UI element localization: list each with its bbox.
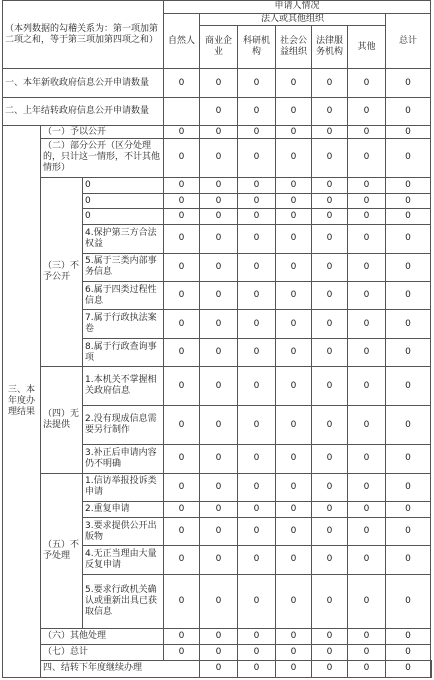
value-cell: 0	[276, 660, 312, 677]
value-cell: 0	[312, 502, 348, 518]
value-cell: 0	[164, 138, 200, 177]
row-label: 2.没有现成信息需要另行制作	[83, 406, 164, 445]
value-cell: 0	[276, 97, 312, 125]
value-cell: 0	[348, 126, 386, 139]
row-label: 1.本机关不掌握相关政府信息	[83, 367, 164, 406]
value-cell: 0	[238, 502, 276, 518]
value-cell: 0	[312, 406, 348, 445]
value-cell: 0	[238, 546, 276, 574]
value-cell: 0	[312, 645, 348, 661]
value-cell: 0	[200, 126, 238, 139]
value-cell: 0	[312, 517, 348, 545]
value-cell: 0	[200, 177, 238, 193]
value-cell: 0	[312, 69, 348, 97]
value-cell: 0	[386, 645, 431, 661]
value-cell: 0	[238, 193, 276, 209]
value-cell: 0	[238, 574, 276, 629]
value-cell: 0	[200, 445, 238, 473]
value-cell: 0	[348, 193, 386, 209]
value-cell: 0	[238, 645, 276, 661]
value-cell: 0	[386, 209, 431, 225]
header-note: （本列数据的勾稽关系为：第一项加第二项之和，等于第三项加第四项之和）	[3, 1, 164, 69]
value-cell: 0	[312, 310, 348, 338]
value-cell: 0	[276, 177, 312, 193]
value-cell: 0	[238, 138, 276, 177]
value-cell: 0	[238, 367, 276, 406]
value-cell: 0	[164, 445, 200, 473]
value-cell: 0	[276, 69, 312, 97]
value-cell: 0	[312, 660, 348, 677]
value-cell: 0	[164, 253, 200, 281]
value-cell: 0	[200, 338, 238, 366]
value-cell: 0	[312, 629, 348, 645]
value-cell: 0	[238, 209, 276, 225]
value-cell: 0	[386, 126, 431, 139]
row-label: 2.重复申请	[83, 502, 164, 518]
value-cell: 0	[348, 225, 386, 253]
header-commercial: 商业企业	[200, 26, 238, 69]
value-cell: 0	[348, 645, 386, 661]
value-cell: 0	[386, 97, 431, 125]
value-cell: 0	[164, 126, 200, 139]
value-cell: 0	[348, 97, 386, 125]
value-cell: 0	[164, 209, 200, 225]
header-other: 其他	[348, 26, 386, 69]
value-cell: 0	[386, 138, 431, 177]
value-cell: 0	[238, 282, 276, 310]
value-cell: 0	[200, 69, 238, 97]
row-label: 8.属于行政查询事项	[83, 338, 164, 366]
value-cell: 0	[164, 645, 200, 661]
value-cell: 0	[276, 445, 312, 473]
value-cell: 0	[164, 193, 200, 209]
row-label: 5.属于三类内部事务信息	[83, 253, 164, 281]
value-cell: 0	[238, 445, 276, 473]
value-cell: 0	[276, 310, 312, 338]
header-legal-or-other: 法人或其他组织	[200, 13, 386, 26]
row-label: （一）予以公开	[41, 126, 164, 139]
value-cell: 0	[348, 445, 386, 473]
value-cell: 0	[312, 253, 348, 281]
row-label: 7.属于行政执法案卷	[83, 310, 164, 338]
value-cell: 0	[386, 406, 431, 445]
value-cell: 0	[164, 177, 200, 193]
value-cell: 0	[164, 69, 200, 97]
header-natural-person: 自然人	[164, 13, 200, 69]
value-cell: 0	[276, 253, 312, 281]
value-cell: 0	[312, 367, 348, 406]
value-cell: 0	[312, 473, 348, 501]
value-cell: 0	[386, 253, 431, 281]
value-cell: 0	[200, 502, 238, 518]
value-cell: 0	[200, 517, 238, 545]
value-cell: 0	[164, 367, 200, 406]
value-cell: 0	[238, 473, 276, 501]
value-cell: 0	[386, 282, 431, 310]
value-cell: 0	[238, 69, 276, 97]
value-cell	[164, 97, 200, 125]
value-cell: 0	[238, 310, 276, 338]
row-label: （二）部分公开（区分处理的，只计这一情形，不计其他情形）	[41, 138, 164, 177]
header-total: 总计	[386, 13, 431, 69]
header-research: 科研机构	[238, 26, 276, 69]
value-cell: 0	[276, 209, 312, 225]
value-cell: 0	[348, 138, 386, 177]
value-cell: 0	[348, 69, 386, 97]
value-cell: 0	[200, 574, 238, 629]
value-cell: 0	[386, 338, 431, 366]
value-cell: 0	[386, 445, 431, 473]
value-cell: 0	[312, 138, 348, 177]
value-cell: 0	[276, 574, 312, 629]
value-cell: 0	[348, 517, 386, 545]
value-cell: 0	[348, 177, 386, 193]
value-cell: 0	[200, 629, 238, 645]
group5-label: （五）不予处理	[41, 473, 83, 629]
value-cell: 0	[200, 546, 238, 574]
value-cell: 0	[276, 629, 312, 645]
value-cell: 0	[312, 338, 348, 366]
value-cell: 0	[312, 282, 348, 310]
value-cell: 0	[200, 97, 238, 125]
value-cell: 0	[312, 193, 348, 209]
row-label: 二、上年结转政府信息公开申请数量	[3, 97, 164, 125]
value-cell: 0	[276, 138, 312, 177]
value-cell: 0	[238, 253, 276, 281]
value-cell: 0	[276, 406, 312, 445]
value-cell: 0	[386, 629, 431, 645]
group4-label: （四）无法提供	[41, 367, 83, 473]
value-cell: 0	[200, 282, 238, 310]
value-cell: 0	[276, 225, 312, 253]
row-label: 6.属于四类过程性信息	[83, 282, 164, 310]
value-cell: 0	[200, 253, 238, 281]
value-cell: 0	[200, 225, 238, 253]
value-cell: 0	[348, 253, 386, 281]
value-cell: 0	[238, 177, 276, 193]
value-cell: 0	[348, 406, 386, 445]
value-cell: 0	[276, 546, 312, 574]
value-cell: 0	[312, 126, 348, 139]
row-label: 四、结转下年度继续办理	[41, 660, 200, 677]
value-cell: 0	[276, 282, 312, 310]
value-cell: 0	[200, 645, 238, 661]
value-cell: 0	[348, 502, 386, 518]
value-cell: 0	[348, 546, 386, 574]
row-label: 一、本年新收政府信息公开申请数量	[3, 69, 164, 97]
value-cell: 0	[312, 209, 348, 225]
value-cell: 0	[348, 574, 386, 629]
value-cell: 0	[276, 517, 312, 545]
value-cell: 0	[386, 574, 431, 629]
row-label: 3.要求提供公开出版物	[83, 517, 164, 545]
value-cell: 0	[348, 310, 386, 338]
value-cell: 0	[386, 69, 431, 97]
value-cell: 0	[386, 473, 431, 501]
value-cell: 0	[312, 177, 348, 193]
value-cell: 0	[276, 645, 312, 661]
value-cell: 0	[238, 660, 276, 677]
row-label: 3.补正后申请内容仍不明确	[83, 445, 164, 473]
value-cell: 0	[312, 574, 348, 629]
group3-label: （三）不予公开	[41, 177, 83, 366]
row-label: 0	[83, 193, 164, 209]
row-label: 0	[83, 209, 164, 225]
value-cell: 0	[164, 225, 200, 253]
value-cell: 0	[238, 97, 276, 125]
row-label: 4.无正当理由大量反复申请	[83, 546, 164, 574]
row-label: 4.保护第三方合法权益	[83, 225, 164, 253]
row-label: 5.要求行政机关确认或重新出具已获取信息	[83, 574, 164, 629]
value-cell: 0	[238, 406, 276, 445]
value-cell: 0	[348, 338, 386, 366]
value-cell: 0	[312, 97, 348, 125]
value-cell: 0	[276, 367, 312, 406]
value-cell: 0	[164, 629, 200, 645]
value-cell: 0	[276, 193, 312, 209]
value-cell: 0	[348, 629, 386, 645]
value-cell: 0	[386, 502, 431, 518]
row-label: 1.信访举报投诉类申请	[83, 473, 164, 501]
value-cell: 0	[238, 338, 276, 366]
value-cell: 0	[200, 473, 238, 501]
value-cell: 0	[200, 209, 238, 225]
value-cell: 0	[348, 473, 386, 501]
value-cell: 0	[164, 310, 200, 338]
value-cell: 0	[200, 138, 238, 177]
value-cell: 0	[312, 546, 348, 574]
value-cell: 0	[200, 193, 238, 209]
value-cell: 0	[276, 338, 312, 366]
value-cell: 0	[386, 660, 431, 677]
value-cell: 0	[200, 367, 238, 406]
value-cell: 0	[348, 282, 386, 310]
value-cell	[431, 660, 432, 677]
value-cell: 0	[386, 546, 431, 574]
value-cell: 0	[276, 502, 312, 518]
value-cell: 0	[386, 310, 431, 338]
value-cell: 0	[200, 310, 238, 338]
value-cell: 0	[238, 517, 276, 545]
header-social-welfare: 社会公益组织	[276, 26, 312, 69]
value-cell: 0	[164, 338, 200, 366]
value-cell: 0	[386, 367, 431, 406]
value-cell: 0	[164, 473, 200, 501]
value-cell: 0	[312, 225, 348, 253]
value-cell: 0	[164, 406, 200, 445]
row-label: （六）其他处理	[41, 629, 164, 645]
value-cell: 0	[164, 502, 200, 518]
value-cell: 0	[276, 473, 312, 501]
value-cell: 0	[348, 660, 386, 677]
value-cell: 0	[164, 517, 200, 545]
header-legal-service: 法律服务机构	[312, 26, 348, 69]
section3-label: 三、本年度办理结果	[3, 126, 41, 678]
value-cell: 0	[164, 574, 200, 629]
value-cell: 0	[386, 517, 431, 545]
row-label: 0	[83, 177, 164, 193]
value-cell: 0	[386, 193, 431, 209]
value-cell: 0	[276, 126, 312, 139]
row-label: （七）总计	[41, 645, 164, 661]
value-cell: 0	[386, 177, 431, 193]
value-cell: 0	[312, 445, 348, 473]
value-cell: 0	[200, 660, 238, 677]
value-cell: 0	[386, 225, 431, 253]
statistics-table	[2, 0, 432, 678]
value-cell: 0	[238, 126, 276, 139]
value-cell: 0	[348, 367, 386, 406]
value-cell: 0	[200, 406, 238, 445]
value-cell: 0	[238, 629, 276, 645]
header-applicant-status: 申请人情况	[164, 1, 431, 14]
value-cell: 0	[164, 546, 200, 574]
value-cell: 0	[348, 209, 386, 225]
value-cell: 0	[238, 225, 276, 253]
value-cell: 0	[164, 282, 200, 310]
